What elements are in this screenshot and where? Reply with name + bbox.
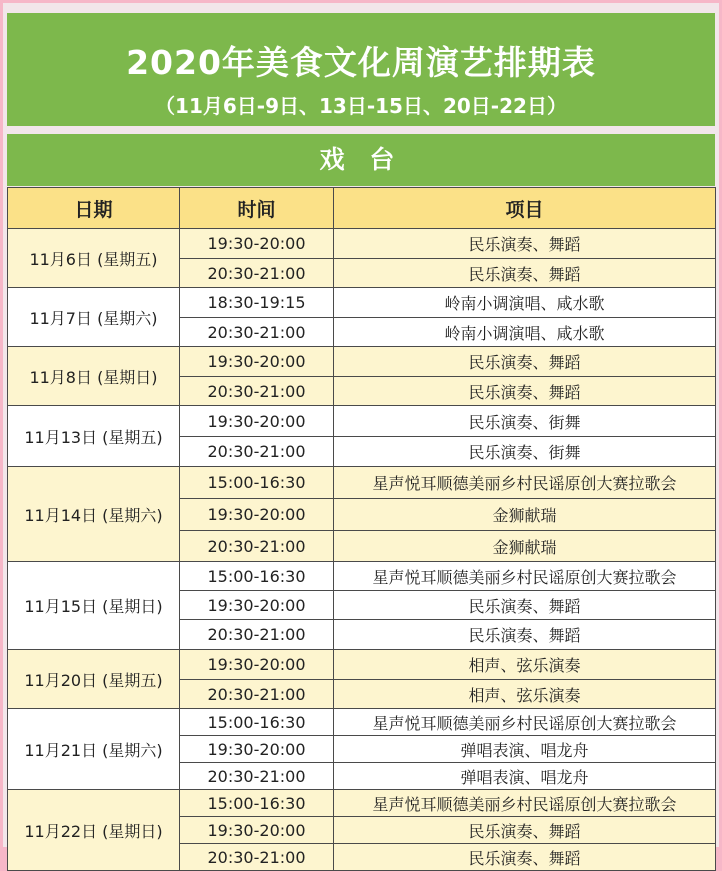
date-cell: 11月22日 (星期日) [8,790,180,871]
item-cell: 星声悦耳顺德美丽乡村民谣原创大赛拉歌会 [334,562,716,591]
item-cell: 金狮献瑞 [334,531,716,562]
time-cell: 19:30-20:00 [180,229,334,259]
date-range-subtitle: （11月6日-9日、13日-15日、20日-22日） [155,94,567,118]
table-row [8,650,716,680]
time-cell: 19:30-20:00 [180,406,334,437]
date-cell: 11月14日 (星期六) [8,467,180,562]
table-row [8,229,716,259]
item-cell: 民乐演奏、舞蹈 [334,377,716,406]
table-row [8,347,716,377]
date-cell: 11月15日 (星期日) [8,562,180,650]
table-header-row [8,188,716,229]
time-cell: 19:30-20:00 [180,347,334,377]
item-cell: 民乐演奏、舞蹈 [334,817,716,844]
table-row [8,790,716,817]
time-cell: 20:30-21:00 [180,259,334,288]
table-row [8,467,716,499]
item-cell: 星声悦耳顺德美丽乡村民谣原创大赛拉歌会 [334,790,716,817]
time-cell: 15:00-16:30 [180,467,334,499]
column-header-item: 项目 [334,188,716,229]
item-cell: 民乐演奏、舞蹈 [334,844,716,871]
item-cell: 民乐演奏、舞蹈 [334,620,716,650]
time-cell: 15:00-16:30 [180,709,334,736]
item-cell: 弹唱表演、唱龙舟 [334,763,716,790]
title-banner [7,13,715,126]
item-cell: 民乐演奏、舞蹈 [334,591,716,620]
table-row [8,406,716,437]
table-row [8,709,716,736]
time-cell: 20:30-21:00 [180,318,334,347]
page-title: 2020年美食文化周演艺排期表 [126,43,596,82]
time-cell: 15:00-16:30 [180,562,334,591]
item-cell: 星声悦耳顺德美丽乡村民谣原创大赛拉歌会 [334,467,716,499]
table-row [8,562,716,591]
item-cell: 民乐演奏、街舞 [334,406,716,437]
item-cell: 星声悦耳顺德美丽乡村民谣原创大赛拉歌会 [334,709,716,736]
date-cell: 11月21日 (星期六) [8,709,180,790]
item-cell: 民乐演奏、舞蹈 [334,229,716,259]
time-cell: 20:30-21:00 [180,377,334,406]
time-cell: 20:30-21:00 [180,620,334,650]
item-cell: 金狮献瑞 [334,499,716,531]
time-cell: 18:30-19:15 [180,288,334,318]
item-cell: 民乐演奏、舞蹈 [334,259,716,288]
time-cell: 20:30-21:00 [180,763,334,790]
column-header-date: 日期 [8,188,180,229]
time-cell: 20:30-21:00 [180,844,334,871]
item-cell: 相声、弦乐演奏 [334,650,716,680]
time-cell: 19:30-20:00 [180,736,334,763]
schedule-body [8,229,716,871]
item-cell: 岭南小调演唱、咸水歌 [334,288,716,318]
date-cell: 11月8日 (星期日) [8,347,180,406]
date-cell: 11月13日 (星期五) [8,406,180,467]
time-cell: 19:30-20:00 [180,591,334,620]
time-cell: 20:30-21:00 [180,437,334,467]
stage-name: 戏 台 [7,134,715,186]
item-cell: 岭南小调演唱、咸水歌 [334,318,716,347]
schedule-poster [3,3,719,868]
time-cell: 20:30-21:00 [180,531,334,562]
date-cell: 11月6日 (星期五) [8,229,180,288]
time-cell: 19:30-20:00 [180,650,334,680]
item-cell: 民乐演奏、舞蹈 [334,347,716,377]
date-cell: 11月20日 (星期五) [8,650,180,709]
schedule-table [7,187,716,871]
table-row [8,288,716,318]
column-header-time: 时间 [180,188,334,229]
time-cell: 15:00-16:30 [180,790,334,817]
time-cell: 20:30-21:00 [180,680,334,709]
date-cell: 11月7日 (星期六) [8,288,180,347]
time-cell: 19:30-20:00 [180,817,334,844]
item-cell: 民乐演奏、街舞 [334,437,716,467]
item-cell: 相声、弦乐演奏 [334,680,716,709]
time-cell: 19:30-20:00 [180,499,334,531]
item-cell: 弹唱表演、唱龙舟 [334,736,716,763]
